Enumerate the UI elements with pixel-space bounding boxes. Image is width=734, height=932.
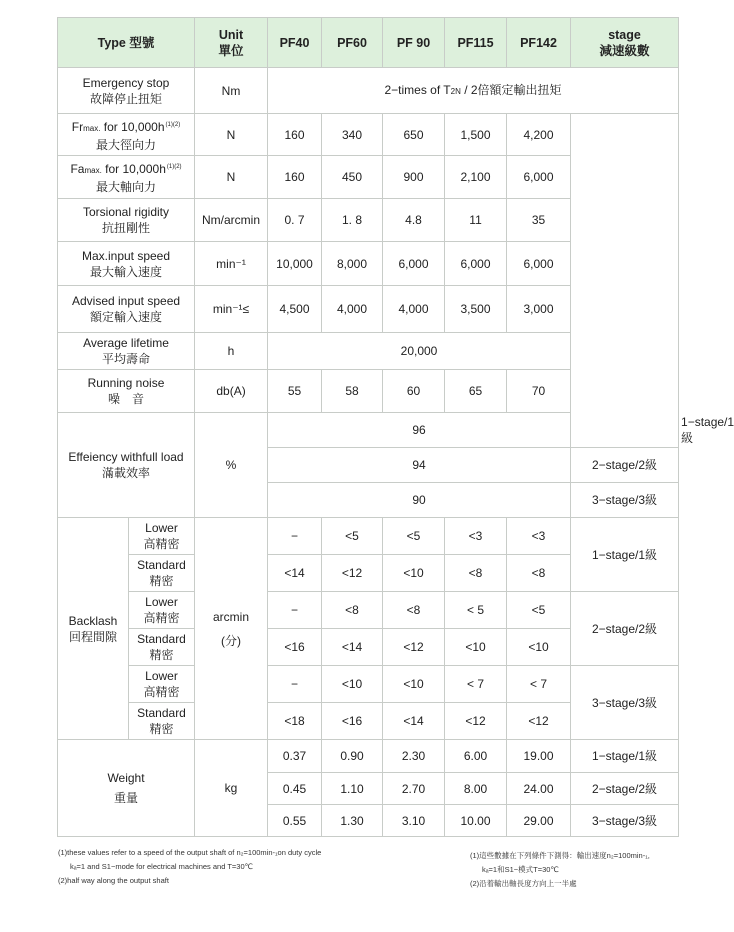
value-cell: 1.10 xyxy=(322,773,383,805)
precision-label: Lower 高精密 xyxy=(129,666,195,703)
model-header-pf60: PF60 xyxy=(322,18,383,68)
value-cell: <14 xyxy=(383,703,445,740)
unit-cell: arcmin (分) xyxy=(195,518,268,740)
spec-table xyxy=(57,17,734,837)
unit-cell: N xyxy=(195,156,268,199)
precision-label: Lower 高精密 xyxy=(129,592,195,629)
footnote-line: (1)這些數據在下列條件下測得：輸出速度n₂=100min-₁, xyxy=(470,851,650,860)
value-cell: 340 xyxy=(322,114,383,156)
stage-cell: 3−stage/3級 xyxy=(571,483,679,518)
stage-cell: 3−stage/3級 xyxy=(571,805,679,837)
value-cell: 1. 8 xyxy=(322,199,383,242)
value-cell: 2,100 xyxy=(445,156,507,199)
value-cell: 8.00 xyxy=(445,773,507,805)
value-cell: 29.00 xyxy=(507,805,571,837)
value-cell: <8 xyxy=(322,592,383,629)
value-cell: <10 xyxy=(507,629,571,666)
value-cell: <18 xyxy=(268,703,322,740)
value-cell: <8 xyxy=(445,555,507,592)
value-cell: 3,000 xyxy=(507,286,571,333)
value-cell: 450 xyxy=(322,156,383,199)
value-cell: − xyxy=(268,666,322,703)
type-header: Type 型號 xyxy=(58,18,195,68)
row-label: Emergency stop 故障停止扭矩 xyxy=(58,68,195,114)
value-cell: <5 xyxy=(383,518,445,555)
emergency-stop-row xyxy=(58,68,679,114)
stage-cell: 2−stage/2級 xyxy=(571,592,679,666)
value-cell: 4,200 xyxy=(507,114,571,156)
unit-header: Unit 單位 xyxy=(195,18,268,68)
row-label: Famax. for $10,000h^{(1)(2)}$ 最大軸向力 xyxy=(58,156,195,199)
unit-cell: min⁻¹≤ xyxy=(195,286,268,333)
model-header-pf142: PF142 xyxy=(507,18,571,68)
value-cell: <14 xyxy=(322,629,383,666)
value-cell: 3.10 xyxy=(383,805,445,837)
value-cell: 6,000 xyxy=(507,156,571,199)
value-cell: <3 xyxy=(445,518,507,555)
value-cell: <16 xyxy=(268,629,322,666)
value-cell: 0.55 xyxy=(268,805,322,837)
value-cell: − xyxy=(268,592,322,629)
weight-row xyxy=(58,740,679,773)
footnote-line: kₐ=1和S1−模式T=30℃ xyxy=(482,865,559,874)
precision-label: Standard 精密 xyxy=(129,629,195,666)
value-cell: <12 xyxy=(445,703,507,740)
efficiency-row: Effeiency withfull load 滿載效率 % 96 1−stage/1級 xyxy=(58,413,679,448)
value-cell: 160 xyxy=(268,156,322,199)
value-cell: <3 xyxy=(507,518,571,555)
footnote-line: (2)half way along the output shaft xyxy=(58,876,169,885)
value-cell: 8,000 xyxy=(322,242,383,286)
unit-cell: N xyxy=(195,114,268,156)
value-cell: 2.30 xyxy=(383,740,445,773)
precision-label: Lower 高精密 xyxy=(129,518,195,555)
value-cell: 4,000 xyxy=(322,286,383,333)
header-row xyxy=(58,18,679,68)
row-label: Backlash 回程間隙 xyxy=(58,518,129,740)
value-cell: − xyxy=(268,518,322,555)
stage-cell: 3−stage/3級 xyxy=(571,666,679,740)
value-cell: <12 xyxy=(383,629,445,666)
value-cell: 2.70 xyxy=(383,773,445,805)
value-cell: 70 xyxy=(507,370,571,413)
unit-cell: Nm xyxy=(195,68,268,114)
value-cell: < 7 xyxy=(445,666,507,703)
value-cell: <8 xyxy=(507,555,571,592)
backlash-row xyxy=(58,518,679,555)
value-cell: <5 xyxy=(322,518,383,555)
value-cell: 4.8 xyxy=(383,199,445,242)
row-label: Frmax. for $10,000h^{(1)(2)}$ 最大徑向力 xyxy=(58,114,195,156)
footnote-line: (2)沿着輸出軸長度方向上一半處 xyxy=(470,879,577,888)
value-cell: 6,000 xyxy=(445,242,507,286)
footnotes-chinese xyxy=(470,849,650,891)
value-cell: 35 xyxy=(507,199,571,242)
stage-header: stage 減速級數 xyxy=(571,18,679,68)
backlash-row xyxy=(58,592,679,629)
value-cell: 24.00 xyxy=(507,773,571,805)
value-cell: 6.00 xyxy=(445,740,507,773)
stage-cell: 1−stage/1級 xyxy=(571,740,679,773)
row-label: Advised input speed 額定輸入速度 xyxy=(58,286,195,333)
row-label: Running noise 噪 音 xyxy=(58,370,195,413)
unit-cell: min⁻¹ xyxy=(195,242,268,286)
row-label: Weight 重量 xyxy=(58,740,195,837)
value-cell: 60 xyxy=(383,370,445,413)
value-cell: <8 xyxy=(383,592,445,629)
backlash-row xyxy=(58,666,679,703)
value-cell: 1.30 xyxy=(322,805,383,837)
value-cell: 1,500 xyxy=(445,114,507,156)
value-cell: 11 xyxy=(445,199,507,242)
model-header-pf40: PF40 xyxy=(268,18,322,68)
efficiency-value: 94 xyxy=(268,448,571,483)
footnote-line: (1)these values refer to a speed of the output shaft of n₂=100min-₁on duty cycle xyxy=(58,848,322,857)
stage-cell: 2−stage/2級 xyxy=(571,448,679,483)
row-label: Average lifetime 平均壽命 xyxy=(58,333,195,370)
precision-label: Standard 精密 xyxy=(129,703,195,740)
precision-label: Standard 精密 xyxy=(129,555,195,592)
value-cell: <5 xyxy=(507,592,571,629)
value-cell: <10 xyxy=(445,629,507,666)
lifetime-value: 20,000 xyxy=(268,333,571,370)
unit-cell: kg xyxy=(195,740,268,837)
row-label: Torsional rigidity 抗扭剛性 xyxy=(58,199,195,242)
row-label: Max.input speed 最大輸入速度 xyxy=(58,242,195,286)
value-cell: 900 xyxy=(383,156,445,199)
footnotes-english xyxy=(58,846,321,888)
stage-cell: 2−stage/2級 xyxy=(571,773,679,805)
unit-cell: h xyxy=(195,333,268,370)
value-cell: 0.37 xyxy=(268,740,322,773)
value-cell: 0.45 xyxy=(268,773,322,805)
value-cell: 0.90 xyxy=(322,740,383,773)
unit-cell: % xyxy=(195,413,268,518)
value-cell: <16 xyxy=(322,703,383,740)
model-header-pf90: PF 90 xyxy=(383,18,445,68)
value-cell: <14 xyxy=(268,555,322,592)
value-cell: <10 xyxy=(383,555,445,592)
value-cell: 10,000 xyxy=(268,242,322,286)
value-cell: 160 xyxy=(268,114,322,156)
unit-cell: db(A) xyxy=(195,370,268,413)
value-cell: 65 xyxy=(445,370,507,413)
value-cell: 55 xyxy=(268,370,322,413)
value-cell: 58 xyxy=(322,370,383,413)
value-cell: 0. 7 xyxy=(268,199,322,242)
model-header-pf115: PF115 xyxy=(445,18,507,68)
value-cell: 6,000 xyxy=(383,242,445,286)
value-cell: 19.00 xyxy=(507,740,571,773)
value-cell: < 7 xyxy=(507,666,571,703)
value-cell: 650 xyxy=(383,114,445,156)
value-cell: 10.00 xyxy=(445,805,507,837)
value-cell: 6,000 xyxy=(507,242,571,286)
value-cell: <10 xyxy=(322,666,383,703)
value-cell: <10 xyxy=(383,666,445,703)
value-cell: <12 xyxy=(322,555,383,592)
stage-cell: 1−stage/1級 xyxy=(571,518,679,592)
row-label: Effeiency withfull load 滿載效率 xyxy=(58,413,195,518)
unit-cell: Nm/arcmin xyxy=(195,199,268,242)
emergency-stop-value: 2−times of T2N / 2倍額定輸出扭矩 xyxy=(268,68,679,114)
radial-force-row xyxy=(58,114,679,156)
efficiency-value: 90 xyxy=(268,483,571,518)
stage-blank-cell xyxy=(571,114,679,448)
value-cell: 3,500 xyxy=(445,286,507,333)
value-cell: 4,500 xyxy=(268,286,322,333)
value-cell: 4,000 xyxy=(383,286,445,333)
value-cell: < 5 xyxy=(445,592,507,629)
efficiency-value: 96 xyxy=(268,413,571,448)
footnote-line: kₐ=1 and S1−mode for electrical machines and T=30℃ xyxy=(70,862,254,871)
value-cell: <12 xyxy=(507,703,571,740)
